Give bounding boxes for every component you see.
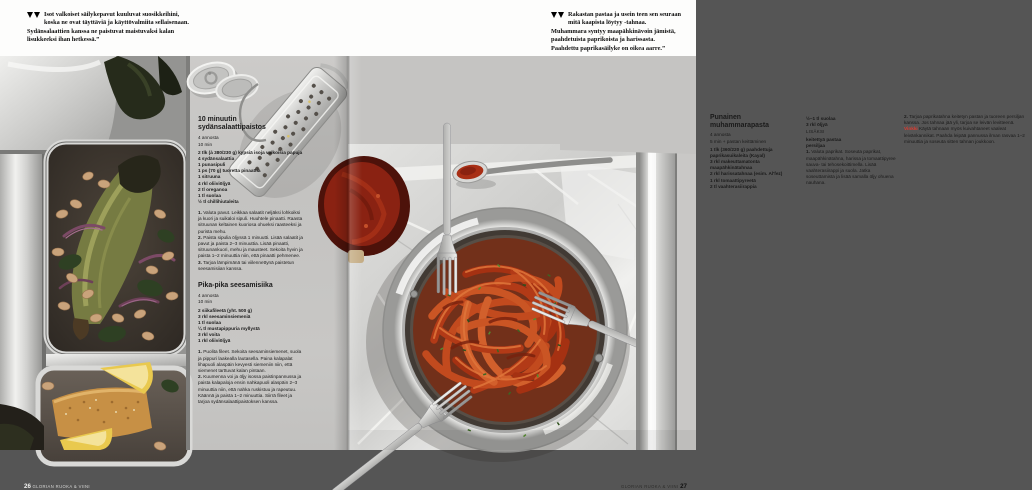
ingredient-list bbox=[198, 150, 304, 205]
ingredient: 3 rkl seesaminsiemeniä bbox=[198, 313, 251, 319]
ingredient: 3 rkl voita bbox=[198, 332, 220, 338]
magazine-name: GLORIAN RUOKA & VIINI bbox=[621, 484, 679, 489]
extras-label: LISÄKSI bbox=[806, 129, 825, 135]
ingredient: 2 tl vaahterasiirappia bbox=[710, 183, 757, 189]
lunch-tray-photo bbox=[0, 56, 190, 450]
page-number: 26 bbox=[24, 483, 31, 490]
ingredient: 2 rkl harissatahnaa (esim. Al'fez) bbox=[710, 171, 783, 177]
recipe-salad bbox=[198, 116, 304, 272]
ingredient-list bbox=[806, 116, 896, 128]
ingredient: 1 tl suolaa bbox=[198, 320, 221, 326]
left-recipe-column bbox=[198, 116, 304, 405]
recipe-step: 3. Tarjoa lämpimänä tai viilennettynä paistetun seesamisiian kanssa. bbox=[198, 259, 295, 271]
ingredient: keitettyä pastaa bbox=[806, 137, 842, 143]
ingredient: ½ tl chillihiutaleita bbox=[198, 198, 239, 204]
ingredient-list bbox=[198, 308, 304, 345]
recipe-fish bbox=[198, 282, 304, 405]
left-page bbox=[0, 56, 348, 490]
ingredient: 1 tlk (360/220 g) paahdettuja paprikasuikaleita (Kayal) bbox=[710, 146, 773, 159]
step-number: 2. bbox=[198, 234, 202, 240]
recipe-step: 2. Kuumenna voi ja öljy isossa paistinpannussa ja paista kalapaloja ensin nahkapuoli alaspäin 2–3 minuuttia niin, että nahka ruskistuu ja rapeutuu. Käännä ja paista 1–2 minuuttia. Siirrä fileet ja tarjoa sydänsalaattipaistoksen kanssa. bbox=[198, 374, 302, 405]
opening-quote-icon bbox=[27, 12, 41, 21]
ingredient: 1 tl suolaa bbox=[198, 192, 221, 198]
left-folio bbox=[24, 483, 90, 490]
ingredient: 3 rkl makeuttamatonta maapähkinätahnaa bbox=[710, 159, 760, 171]
sauce-bowl bbox=[318, 156, 410, 256]
magazine-name: GLORIAN RUOKA & VIINI bbox=[32, 484, 90, 489]
recipe-title: Punainen muhammarapasta bbox=[710, 114, 769, 130]
recipe-servings: 4 annosta bbox=[198, 135, 219, 141]
right-folio bbox=[621, 483, 687, 490]
left-pull-quote bbox=[27, 11, 193, 45]
recipe-pasta-col-2 bbox=[806, 114, 896, 190]
tray-compartment-fish bbox=[38, 362, 190, 464]
recipe-time: 10 min bbox=[198, 141, 213, 147]
step-number: 1. bbox=[198, 209, 202, 215]
recipe-step: 1. Valuta pavut. Leikkaa salaatit neljäksi lohkoiksi ja kuori ja suikaloi sipuli. Huuhtele pinaatti. Raasta sitruunan keltainen kuoriosa ohueksi raasteeksi ja purista mehu. bbox=[198, 209, 303, 234]
recipe-title: Pika-pika seesamisiika bbox=[198, 281, 273, 289]
ingredient: 2 tlk (à 380/230 g) kypsiä isoja valkoisia papuja bbox=[198, 149, 303, 155]
recipe-servings: 4 annosta bbox=[710, 132, 731, 138]
ingredient: 4 rkl oliiviöljyä bbox=[198, 180, 231, 186]
top-band bbox=[0, 0, 696, 57]
recipe-pasta bbox=[710, 114, 1032, 190]
ingredient: persiljaa bbox=[806, 143, 826, 149]
step-number: 2. bbox=[198, 374, 202, 380]
extras-list bbox=[806, 137, 896, 149]
ingredient: 1 punasipuli bbox=[198, 162, 226, 168]
recipe-step: 1. Puolita fileet. Sekoita seesaminsiemenet, suola ja pippuri laakealla lautasella. Paina kalapalat lihapuoli alaspäin kevyesti siemeniin niin, että siemenet tarttuvat kalan pintaan. bbox=[198, 349, 302, 374]
step-number: 1. bbox=[806, 149, 810, 155]
ingredient: 3 rkl öljyä bbox=[806, 122, 828, 128]
wooden-handle bbox=[348, 250, 364, 263]
ingredient: 1 rkl tomaattipyreetä bbox=[710, 177, 756, 183]
ingredient-list bbox=[710, 147, 798, 190]
recipe-servings: 4 annosta bbox=[198, 293, 219, 299]
pasta-pan-photo bbox=[348, 144, 696, 450]
right-page bbox=[348, 56, 1025, 490]
ingredient: 1 rkl oliiviöljyä bbox=[198, 338, 231, 344]
recipe-step: 1. Valuta paprikat. Soseuta paprikat, maapähkinätahna, harissa ja tomaattipyree sauva- tai tehosekoittimella. Lisää vaahterasiirappi ja suola. Jatka soseuttamista ja lisää samalla öljy ohuena nauhana. bbox=[806, 149, 896, 186]
right-pull-quote-text: Rakastan pastaa ja usein teen sen seuraan mitä kaapista löytyy -tahnaa. Muhammara syntyy maapähkinävoin jämistä, paahdetuista paprikoista ja harissasta. Paahdettu paprikasäilyke on oikea aarre.” bbox=[551, 11, 682, 52]
tip-label: Vinkki bbox=[904, 126, 918, 132]
recipe-tip: Vinkki Käytä tahnaan myös kuivahtaneet vaaleat leivänkannikat. Paahda leipää pannussa ilman rasvaa 1–2 minuuttia ja soseuta sitten tahnan joukkoon. bbox=[904, 126, 1025, 144]
recipe-pasta-col-1 bbox=[710, 114, 798, 190]
step-number: 2. bbox=[904, 114, 908, 119]
ingredient: ½–1 tl suolaa bbox=[806, 116, 836, 121]
recipe-time: 10 min bbox=[198, 299, 213, 305]
ingredient: 2 siikafileetä (yht. 500 g) bbox=[198, 307, 252, 313]
recipe-title: 10 minuutin sydänsalaattipaistos bbox=[198, 116, 266, 132]
step-number: 3. bbox=[198, 259, 202, 265]
right-pull-quote bbox=[551, 11, 681, 53]
step-number: 1. bbox=[198, 349, 202, 355]
ingredient: ¼ tl mustapippuria myllystä bbox=[198, 326, 260, 332]
recipe-step: 2. Tarjoa paprikatahna keitetyn pastan ja tuoreen persiljan kanssa. Jos tahnaa jää yli, tarjoa se leivän levitteenä. bbox=[904, 114, 1025, 126]
opening-quote-icon bbox=[551, 12, 565, 21]
recipe-step: 2. Paista sipulia öljyssä 1 minuutti. Lisää salaatit ja pavut ja paista 2–3 minuuttia. Lisää pinaatti, sitruunankuori, mehu ja mausteet. Sekoita hyvin ja paista 1–2 minuuttia niin, että pinaatti pehmenee. bbox=[198, 234, 304, 259]
metal-rail bbox=[636, 144, 696, 450]
left-pull-quote-text: Isot valkoiset säilykepavut kuuluvat suosikkeihini, koska ne ovat täyttäviä ja käyttövalmiita sellaisenaan. Sydänsalaattien kanssa ne paistuvat maistuvaksi kalan lisukkeeksi ihan hetkessä.” bbox=[27, 11, 190, 44]
recipe-pasta-col-3 bbox=[904, 114, 1032, 190]
tray-compartment-salad bbox=[46, 142, 186, 354]
ingredient: 2 tl oreganoa bbox=[198, 186, 228, 192]
ingredient: 1 ps (70 g) tuoretta pinaattia bbox=[198, 168, 261, 174]
ingredient: 1 sitruuna bbox=[198, 174, 221, 180]
page-number: 27 bbox=[680, 483, 687, 490]
ingredient: 4 sydänsalaattia bbox=[198, 156, 235, 162]
recipe-time: 5 min + pastan keittäminen bbox=[710, 138, 767, 144]
